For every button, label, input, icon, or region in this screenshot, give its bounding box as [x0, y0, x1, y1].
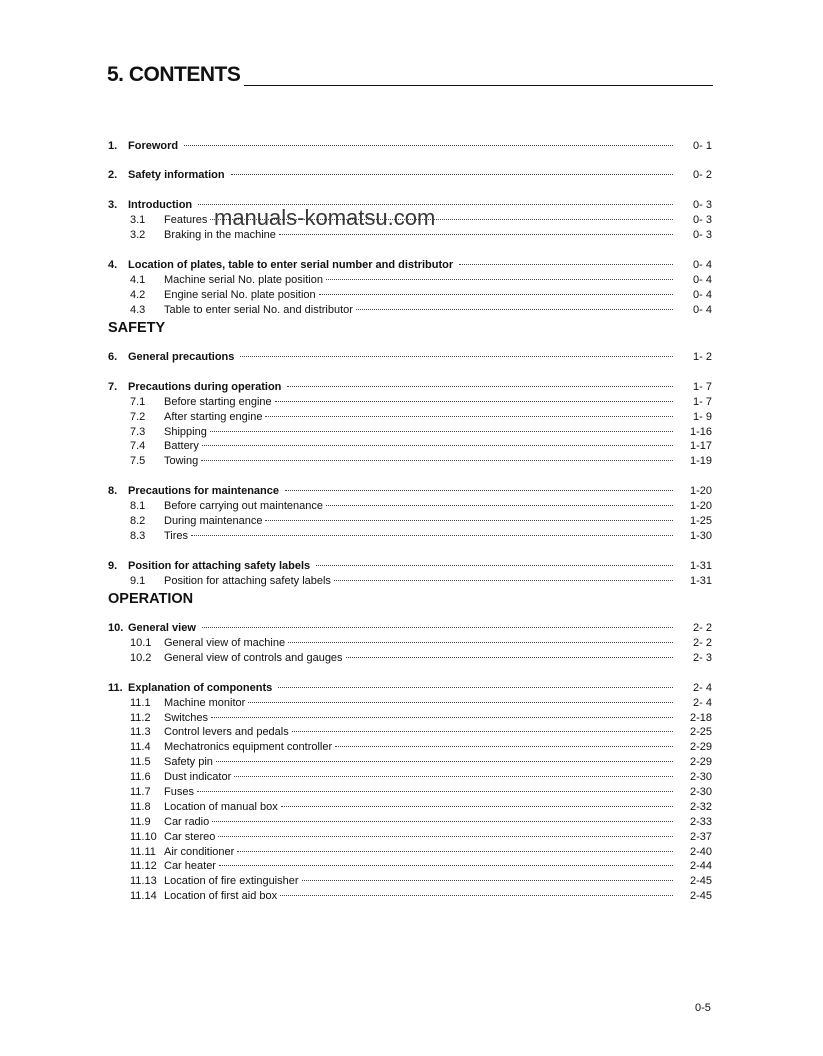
entry-page: 2-32	[689, 800, 712, 813]
toc-subentry[interactable]	[108, 651, 712, 666]
entry-number: 8.	[108, 485, 118, 498]
dot-leader	[202, 627, 673, 628]
dot-leader	[265, 416, 673, 417]
entry-number: 3.2	[130, 229, 146, 242]
toc-subentry[interactable]	[108, 815, 712, 830]
entry-page: 2-37	[689, 830, 712, 843]
entry-title: Precautions during operation	[128, 380, 282, 393]
toc-group	[108, 198, 712, 243]
toc-subentry[interactable]	[108, 395, 712, 410]
entry-page: 2-30	[689, 771, 712, 784]
entry-number: 11.8	[130, 800, 151, 813]
toc-group	[108, 258, 712, 318]
entry-title: Mechatronics equipment controller	[164, 741, 333, 754]
entry-number: 4.1	[130, 273, 146, 286]
toc-subentry[interactable]	[108, 273, 712, 288]
toc-subentry[interactable]	[108, 740, 712, 755]
entry-title: Machine monitor	[164, 696, 246, 709]
entry-page: 1- 7	[693, 380, 712, 393]
dot-leader	[212, 821, 673, 822]
dot-leader	[281, 806, 673, 807]
entry-page: 2-18	[689, 711, 712, 724]
dot-leader	[292, 731, 673, 732]
toc-subentry[interactable]	[108, 454, 712, 469]
entry-title: Air conditioner	[164, 845, 235, 858]
entry-title: Location of plates, table to enter serial number and distributor	[128, 258, 454, 271]
entry-page: 2- 3	[693, 651, 712, 664]
entry-number: 11.5	[130, 756, 151, 769]
toc-subentry[interactable]	[108, 859, 712, 874]
entry-page: 2-29	[689, 741, 712, 754]
entry-number: 7.3	[130, 425, 146, 438]
dot-leader	[275, 401, 673, 402]
entry-title: Switches	[164, 711, 209, 724]
toc-group	[108, 139, 712, 154]
toc-entry[interactable]	[108, 559, 712, 574]
toc-group	[108, 168, 712, 183]
toc-subentry[interactable]	[108, 636, 712, 651]
toc-entry[interactable]	[108, 198, 712, 213]
entry-number: 11.10	[130, 830, 157, 843]
table-of-contents	[108, 139, 712, 905]
toc-subentry[interactable]	[108, 696, 712, 711]
entry-page: 0- 3	[693, 229, 712, 242]
toc-subentry[interactable]	[108, 514, 712, 529]
toc-group	[108, 484, 712, 544]
entry-number: 11.9	[130, 815, 151, 828]
toc-subentry[interactable]	[108, 574, 712, 589]
toc-subentry[interactable]	[108, 830, 712, 845]
toc-subentry[interactable]	[108, 889, 712, 904]
entry-page: 1- 9	[693, 410, 712, 423]
entry-page: 0- 3	[693, 214, 712, 227]
toc-subentry[interactable]	[108, 288, 712, 303]
entry-number: 8.2	[130, 515, 146, 528]
toc-subentry[interactable]	[108, 529, 712, 544]
dot-leader	[198, 204, 673, 205]
toc-subentry[interactable]	[108, 845, 712, 860]
entry-number: 10.2	[130, 651, 152, 664]
dot-leader	[218, 836, 673, 837]
toc-entry[interactable]	[108, 168, 712, 183]
toc-subentry[interactable]	[108, 785, 712, 800]
dot-leader	[240, 356, 673, 357]
entry-title: Location of first aid box	[164, 890, 278, 903]
toc-entry[interactable]	[108, 380, 712, 395]
toc-subentry[interactable]	[108, 499, 712, 514]
entry-title: Features	[164, 214, 208, 227]
entry-title: Control levers and pedals	[164, 726, 289, 739]
entry-page: 1-16	[689, 425, 712, 438]
dot-leader	[237, 851, 673, 852]
dot-leader	[184, 145, 673, 146]
dot-leader	[265, 520, 673, 521]
dot-leader	[319, 294, 673, 295]
entry-page: 1-20	[689, 485, 712, 498]
entry-number: 1.	[108, 139, 118, 152]
toc-group	[108, 559, 712, 589]
dot-leader	[202, 445, 673, 446]
entry-page: 2-25	[689, 726, 712, 739]
entry-page: 1-31	[689, 574, 712, 587]
entry-page: 2-33	[689, 815, 712, 828]
entry-number: 11.12	[130, 860, 157, 873]
toc-entry[interactable]	[108, 681, 712, 696]
title-underline	[244, 85, 713, 86]
entry-title: Machine serial No. plate position	[164, 273, 323, 286]
entry-title: General view of controls and gauges	[164, 651, 343, 664]
toc-group	[108, 681, 712, 904]
entry-title: Location of manual box	[164, 800, 278, 813]
entry-title: Before carrying out maintenance	[164, 500, 323, 513]
entry-title: Dust indicator	[164, 771, 232, 784]
dot-leader	[219, 865, 673, 866]
section-heading: SAFETY	[108, 319, 166, 336]
entry-page: 1- 7	[693, 395, 712, 408]
toc-subentry[interactable]	[108, 303, 712, 318]
page-title: 5. CONTENTS	[107, 63, 241, 86]
entry-title: Fuses	[164, 786, 194, 798]
entry-number: 2.	[108, 169, 118, 182]
entry-number: 3.1	[130, 214, 146, 227]
entry-number: 4.2	[130, 288, 146, 301]
entry-page: 2- 4	[693, 696, 712, 709]
entry-title: After starting engine	[164, 410, 263, 423]
entry-title: Car radio	[164, 815, 210, 828]
entry-number: 4.	[108, 258, 118, 271]
entry-page: 1-31	[689, 559, 712, 572]
entry-page: 0- 2	[693, 169, 712, 182]
entry-title: Foreword	[128, 139, 179, 152]
toc-entry[interactable]	[108, 258, 712, 273]
dot-leader	[248, 702, 673, 703]
dot-leader	[279, 234, 673, 235]
toc-subentry[interactable]	[108, 410, 712, 425]
entry-page: 1-25	[689, 515, 712, 528]
entry-title: General precautions	[128, 351, 235, 364]
dot-leader	[231, 174, 673, 175]
dot-leader	[287, 386, 673, 387]
entry-title: Car heater	[164, 860, 216, 873]
entry-title: Towing	[164, 455, 199, 468]
entry-page: 2-45	[689, 890, 712, 903]
entry-title: Braking in the machine	[164, 229, 276, 242]
entry-title: Introduction	[128, 199, 193, 212]
entry-page: 2-29	[689, 756, 712, 769]
toc-subentry[interactable]	[108, 711, 712, 726]
toc-entry[interactable]	[108, 139, 712, 154]
dot-leader	[302, 880, 673, 881]
entry-number: 7.	[108, 380, 118, 393]
dot-leader	[210, 219, 673, 220]
entry-number: 11.	[108, 681, 123, 694]
toc-entry[interactable]	[108, 484, 712, 499]
watermark: manuals-komatsu.com	[214, 205, 436, 230]
toc-group	[108, 621, 712, 666]
dot-leader	[191, 535, 673, 536]
entry-page: 2-44	[689, 860, 712, 873]
dot-leader	[285, 490, 673, 491]
entry-page: 1-17	[689, 440, 712, 453]
entry-title: Safety pin	[164, 756, 213, 769]
entry-page: 1-30	[689, 529, 712, 542]
dot-leader	[201, 460, 673, 461]
entry-title: Location of fire extinguisher	[164, 875, 299, 888]
entry-page: 2- 4	[693, 681, 712, 694]
entry-page: 1-19	[689, 455, 712, 468]
entry-number: 11.11	[130, 845, 156, 858]
dot-leader	[326, 505, 673, 506]
toc-group	[108, 380, 712, 469]
dot-leader	[210, 431, 673, 432]
entry-title: General view of machine	[164, 636, 286, 649]
entry-page: 0- 1	[693, 139, 712, 152]
toc-entry[interactable]	[108, 350, 712, 365]
entry-number: 11.7	[130, 786, 151, 798]
entry-number: 8.1	[130, 500, 146, 513]
section-heading: OPERATION	[108, 590, 194, 607]
toc-subentry[interactable]	[108, 770, 712, 785]
entry-number: 9.1	[130, 574, 146, 587]
entry-title: Position for attaching safety labels	[128, 559, 311, 572]
dot-leader	[211, 717, 673, 718]
entry-title: Tires	[164, 529, 189, 542]
entry-number: 7.2	[130, 410, 146, 423]
entry-number: 11.13	[130, 875, 157, 888]
entry-number: 11.4	[130, 741, 151, 754]
toc-subentry[interactable]	[108, 439, 712, 454]
toc-entry[interactable]	[108, 621, 712, 636]
entry-number: 9.	[108, 559, 118, 572]
toc-subentry[interactable]	[108, 725, 712, 740]
toc-subentry[interactable]	[108, 755, 712, 770]
entry-title: Engine serial No. plate position	[164, 288, 316, 301]
entry-number: 11.3	[130, 726, 151, 739]
dot-leader	[334, 580, 673, 581]
toc-subentry[interactable]	[108, 425, 712, 440]
entry-number: 11.2	[130, 711, 151, 724]
entry-title: During maintenance	[164, 515, 263, 528]
dot-leader	[216, 761, 673, 762]
dot-leader	[356, 309, 673, 310]
dot-leader	[335, 746, 673, 747]
toc-subentry[interactable]	[108, 800, 712, 815]
entry-number: 7.4	[130, 440, 146, 453]
entry-title: Position for attaching safety labels	[164, 574, 331, 587]
entry-title: Precautions for maintenance	[128, 485, 279, 498]
entry-page: 2-30	[689, 786, 712, 798]
entry-title: Safety information	[128, 169, 225, 182]
entry-page: 2-45	[689, 875, 712, 888]
toc-group	[108, 350, 712, 365]
entry-number: 10.	[108, 622, 124, 635]
entry-page: 0- 4	[693, 258, 712, 271]
entry-number: 10.1	[130, 636, 152, 649]
entry-number: 6.	[108, 351, 118, 364]
dot-leader	[197, 791, 673, 792]
entry-number: 7.1	[130, 395, 146, 408]
entry-title: Explanation of components	[128, 681, 273, 694]
entry-page: 2- 2	[693, 622, 712, 635]
toc-subentry[interactable]	[108, 213, 712, 228]
entry-number: 4.3	[130, 303, 146, 316]
dot-leader	[459, 264, 673, 265]
toc-subentry[interactable]	[108, 228, 712, 243]
dot-leader	[278, 687, 673, 688]
entry-number: 8.3	[130, 529, 146, 542]
page-number: 0-5	[695, 1002, 711, 1014]
entry-title: Shipping	[164, 425, 207, 438]
dot-leader	[234, 776, 673, 777]
entry-page: 0- 4	[693, 303, 712, 316]
dot-leader	[316, 565, 673, 566]
toc-subentry[interactable]	[108, 874, 712, 889]
entry-number: 7.5	[130, 455, 146, 468]
dot-leader	[326, 279, 673, 280]
entry-title: Table to enter serial No. and distributor	[164, 303, 353, 316]
entry-title: Car stereo	[164, 830, 216, 843]
entry-page: 0- 3	[693, 199, 712, 212]
entry-page: 0- 4	[693, 288, 712, 301]
dot-leader	[346, 657, 673, 658]
entry-title: General view	[128, 622, 196, 635]
dot-leader	[288, 642, 673, 643]
entry-page: 1- 2	[693, 351, 712, 364]
entry-number: 11.1	[130, 696, 151, 709]
entry-page: 0- 4	[693, 273, 712, 286]
dot-leader	[280, 895, 673, 896]
entry-number: 11.6	[130, 771, 151, 784]
entry-page: 1-20	[689, 500, 712, 513]
entry-number: 3.	[108, 199, 118, 212]
entry-page: 2-40	[689, 845, 712, 858]
entry-title: Battery	[164, 440, 199, 453]
entry-number: 11.14	[130, 890, 157, 903]
entry-page: 2- 2	[693, 636, 712, 649]
entry-title: Before starting engine	[164, 395, 272, 408]
